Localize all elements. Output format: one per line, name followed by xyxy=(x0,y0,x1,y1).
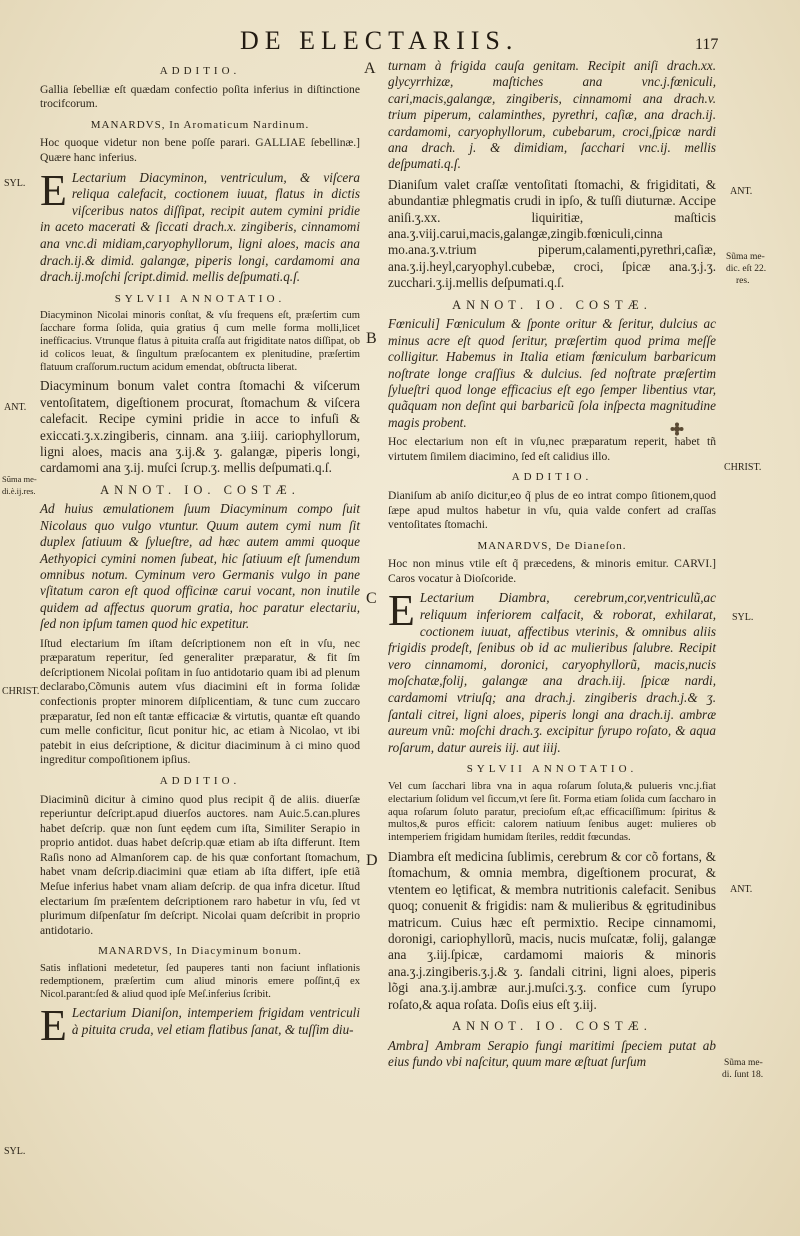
paragraph: Ambra] Ambram Serapio fungi maritimi ſpeciem putat ab eius fundo vbi naſcitur, quum mare æſtuat ſurſum xyxy=(388,1037,716,1070)
paragraph: Dianiſum ab aniſo dicitur,eo q̃ plus de eo intrat compo ſitionem,quod ſæpe apud multos habetur in vſu, quia valde confert ad craſſas ventoſitates ſtomachi. xyxy=(388,488,716,532)
recipe-text: Lectarium Dianiſon, intemperiem frigidam ventriculi à pituita cruda, vel etiam flatibus ſanat, & tuſſim diu- xyxy=(71,1005,360,1038)
paragraph: Dianiſum valet craſſæ ventoſitati ſtomachi, & frigiditati, & abundantiæ phlegmatis crudi in ipſo, & tuſſi diuturnæ. Accipe aniſi.ʒ.xx. liquiritiæ, maſticis ana.ʒ.viij.carui,macis,galangæ,zingib.fœniculi,cinna mo.ana.ʒ.v.trium piperum,calamenti,pyrethri,caſiæ, ana.ʒ.ij.heyl,caryophyl.cubebæ, croci, ſpicæ ana.ʒ.j.ʒ. zucchari.ʒ.ij.mellis deſpumati.q.ſ. xyxy=(388,176,716,291)
section-heading: MANARDVS, In Aromaticum Nardinum. xyxy=(90,118,310,131)
section-heading: SYLVII ANNOTATIO. xyxy=(466,763,638,776)
section-heading: ADDITIO. xyxy=(159,774,241,787)
paragraph: Diambra eſt medicina ſublimis, cerebrum & cor cõ fortans, & ſtomachum, & omnia membra, digeſtionem procurat, & vtentem eo lętificat, & membra nutritionis calefacit. Senibus quoq; conuenit & frigidis: nam & mulieribus & ęgritudinibus matricum. Cuius hæc eſt permixtio. Recipe cinnamomi, doronigi, cariophyllorũ, macis, nucis muſcatæ, folij, galangæ ana ʒ.iij.ſpicæ, cardamomi maioris & minoris ana.ʒ.j.zingiberis.ʒ.j.& ʒ. ſandali citrini, ligni aloes, piperis lõgi ana.ʒ.ij.ambræ aur.j.muſci.ʒ.ʒ. confice cum ſyrupo roſato,& aqua roſata. Doſis eius eſt ʒ.iij. xyxy=(388,848,716,1012)
paragraph: Diaciminũ dicitur à cimino quod plus recipit q̃ de aliis. diuerſæ reperiuntur deſcript.apud diuerſos auctores. nam Auic.5.can.plures habet deſcrip. quæ non ſunt eędem cum iſta, Similiter Serapio in proprio antidot. duas habet deſcrip.quæ etiam ab iſta differunt. Item Raſis nono ad Almanſorem cap. de his quæ confortant ſtomachum, habet vnam deſcrip.diacimini quæ etiam ab iſta differt, ipſe etiã Meſue inferius habet vnam aliam deſcrip. de qua infra dicetur. Iſtud electarium ſm præſentem deſcriptionem raro habetur in vſu, ſed vt plurimum diſpenſatur ſm deſcript. Nicolai quam deſcribit in proprio antidotario. xyxy=(40,792,360,937)
section-heading: ANNOT. IO. COSTÆ. xyxy=(100,482,300,497)
margin-note-syl: SYL. xyxy=(4,178,26,189)
paragraph: Iſtud electarium ſm iſtam deſcriptionem non eſt in vſu, nec præparatum reperitur, ſed generaliter præparatur, & fit ſm deſcriptionem Nicolai poſitam in ſuo antidotario quam ibi ad plenum declarabo,Cõmunis autem vſus diacimini eſt in forma ſolidæ confectionis propter minorem diſplicentiam, & tunc cum zuccaro præparatur, ſed non eſt tantæ efficaciæ & virtutis, quantæ eſt quando cum melle conficitur, ſicut ponitur hic, ac etiam à Nicolao, vt ibi patebit in eius deſcriptione, & dicitur diaciminum à ci mino quod ingreditur compoſitionem ipſius. xyxy=(40,636,360,767)
right-column xyxy=(388,58,716,1074)
recipe-paragraph xyxy=(40,1001,360,1051)
section-heading: ADDITIO. xyxy=(511,471,593,484)
recipe-text: Lectarium Diambra, cerebrum,cor,ventriculũ,ac reliquum inferiorem calfacit, & roborat, exhilarat, coctionem iuuat, affectibus vterinis, & omnibus aliis frigidis prodeſt, ſenibus ob id ac mulieribus ſalubre. Recipit vero cinnamomi, doronici, caryophyllorũ, macis,nucis moſchatæ,folij, galangæ ana drach.iij. ſpicæ nardi, cardamomi vtriuſq; ana drach.j. zingiberis drach.j.& ʒ. ſantali citrei, ligni aloes, piperis longi ana drach.ij. ambræ aureum vnũ: moſchi drach.ʒ. excipitur ſyrupo roſato, & aqua roſarum, datur aureis iij. aut iiij. xyxy=(388,590,716,755)
section-heading: ADDITIO. xyxy=(159,65,241,77)
paragraph: Hoc electarium non eſt in vſu,nec præparatum reperit, habet tñ virtutem ſimilem diacimino, ſed eſt calidius illo. xyxy=(388,435,716,463)
paragraph: Gallia ſebelliæ eſt quædam confectio poſita inferius in diſtinctione trocifcorum. xyxy=(40,82,360,111)
paragraph: Ad huius æmulationem ſuum Diacyminum compo ſuit Nicolaus quo vulgo vtuntur. Quum autem cymi num ſit duplex ſatiuum & ſylueſtre, ad hæc autem ammi quoque Aethyopici cymini nomen ſubeat, hic ſatiuum eſt ſumendum omnibus notum. Cyminum vero Germanis vulgo in pane vſitatum caron eſt quod officinæ carui vocant, non inutile quidem ad affectus quorum gratia, hoc paratur electariu, ſed non ipſum tamen quod hic expetitur. xyxy=(40,501,360,632)
margin-note-summa-a: Sũma me- xyxy=(2,474,37,484)
paragraph: turnam à frigida cauſa genitam. Recipit aniſi drach.xx. glycyrrhizæ, maſtiches ana vnc.j.fœniculi, cari,macis,galangæ, zingiberis, cinnamomi ana drach.v. trium piperum, calaminthes, pyrethri, caſiæ, ana drach.ij. cardamomi, caryophyllorum, cubebarum, croci,ſpicæ nardi ana drach. j. & dimidiam, ſacchari vnc.ij. mellis deſpumati.q.ſ. xyxy=(388,58,716,172)
margin-note-christ: CHRIST. xyxy=(2,686,40,697)
margin-letter-d: D xyxy=(366,852,378,869)
margin-note-ant-right-2: ANT. xyxy=(730,884,753,895)
paragraph: Vel cum ſacchari libra vna in aqua roſarum ſoluta,& pulueris vnc.j.fiat electarium ſolidum vel ſiccum,vt ſere ſit. Forma etiam ſolida cum ſaccharo in aqua roſarum ſoluto paratur, preciοſum eſt,ac efficaciſſimum: ſpiritus & multos,& puros efficit: calorem natiuum ſenibus auget: mulieres ob intemperiem frigidam humidam ſteriles, reddit fœcundas. xyxy=(388,781,716,844)
paragraph: Fœniculi] Fœniculum & ſponte oritur & ſeritur, dulcius ac minus acre eſt quod ſeritur, præſertim quod prima meſſe colligitur. Habemus in Italia etiam fœniculum barbaricum noſtrate longe craſſius & dulcius. ſed noſtrate præſertim ſylueſtri quod longe efficacius eſt ego ſemper libentius vtar, quãquam non deſint qui barbaricũ ſola inſpecta magnitudine magis probent. xyxy=(388,316,716,430)
paragraph: Diacyminum bonum valet contra ſtomachi & viſcerum ventoſitatem, digeſtionem procurat, ſtomachum & viſcera calefacit. Recipe cymini pridie in acce to infuſi & exiccati.ʒ.x.zingiberis, cinnam. ana ʒ.iiij. cariophyllorum, ligni aloes, macis ana ʒ.ij.& ʒ. galangæ, piperis longi, cardamomi ana ʒ.ij. muſci ſcrup.ʒ. mellis deſpumati.q.ſ. xyxy=(40,378,360,476)
margin-note-summa-right-b: dic. eſt 22. xyxy=(726,264,767,274)
margin-note-syl-2: SYL. xyxy=(4,1146,26,1157)
recipe-paragraph xyxy=(388,586,716,756)
margin-note-christ-right: CHRIST. xyxy=(724,462,762,473)
margin-note-ant-right: ANT. xyxy=(730,186,753,197)
section-heading: MANARDVS, In Diacyminum bonum. xyxy=(98,945,302,958)
paragraph: Diacyminon Nicolai minoris conſtat, & vſu frequens eſt, præſertim cum ſacchare forma ſolida, quia gratius q̃ cum melle forma molli,licet inefficacius. Vtrunque flatus à pituita craſſa aut frigiditate natos diſſipat, ob id colicos leuat, & ſingultum præſocantem ex plenitudine, præſertim flatuum craſſorum.ructum acidum emendat, obſtructa liberat. xyxy=(40,310,360,373)
margin-note-summa2-right-a: Sũma me- xyxy=(724,1058,763,1068)
margin-letter-b: B xyxy=(366,330,377,347)
margin-note-summa-right-a: Sũma me- xyxy=(726,252,765,262)
drop-capital: E xyxy=(40,165,67,215)
margin-note-syl-right: SYL. xyxy=(732,612,754,623)
section-heading: MANARDVS, De Dianeſon. xyxy=(477,539,627,552)
drop-capital: E xyxy=(388,586,415,636)
page-number: 117 xyxy=(695,36,719,53)
paragraph: Satis inflationi medetetur, ſed pauperes tanti non faciunt inflationis redemptionem, præſertim cum aliud minoris emere poſſint,q̃ ex Nicol.parant:ſed & aliud quod ipſe Meſ.inferius ſcribit. xyxy=(40,963,360,1000)
recipe-paragraph xyxy=(40,165,360,286)
margin-note-summa2-right-b: di. ſunt 18. xyxy=(722,1070,764,1080)
margin-note-summa-right-c: res. xyxy=(736,276,750,286)
page-header xyxy=(0,24,800,60)
paragraph: Hoc quoque videtur non bene poſſe parari. GALLIAE ſebellinæ.] Quære hanc inferius. xyxy=(40,136,360,164)
section-heading: ANNOT. IO. COSTÆ. xyxy=(452,297,652,312)
margin-letter-c: C xyxy=(366,590,377,607)
drop-capital: E xyxy=(40,1001,67,1051)
paragraph: Hoc non minus vtile eſt q̃ præcedens, & minoris emitur. CARVI.] Caros vocatur à Dioſcoride. xyxy=(388,557,716,585)
margin-note-ant: ANT. xyxy=(4,402,27,413)
left-column xyxy=(40,58,360,1051)
recipe-text: Lectarium Diacyminon, ventriculum, & viſcera reliqua calefacit, coctionem iuuat, flatus in dictis viſceribus natos diſſipat, recipit autem cymini pridie in aceto macerati & ſiccati drach.x. zingiberis, cinnamomi ana vnc.di midiam,caryophyllorum, ligni aloes, macis ana drach.ij.& dimid. galangæ, piperis longi, cardamomi ana drach.ij.moſchi ſcript.dimid. mellis deſpumati.q.ſ. xyxy=(40,169,360,285)
margin-note-summa-b: di.è.ij.res. xyxy=(2,486,36,496)
section-heading: ANNOT. IO. COSTÆ. xyxy=(452,1019,652,1034)
section-heading: SYLVII ANNOTATIO. xyxy=(114,292,286,305)
running-title: DE ELECTARIIS. xyxy=(240,26,519,55)
margin-letter-a: A xyxy=(364,60,376,77)
